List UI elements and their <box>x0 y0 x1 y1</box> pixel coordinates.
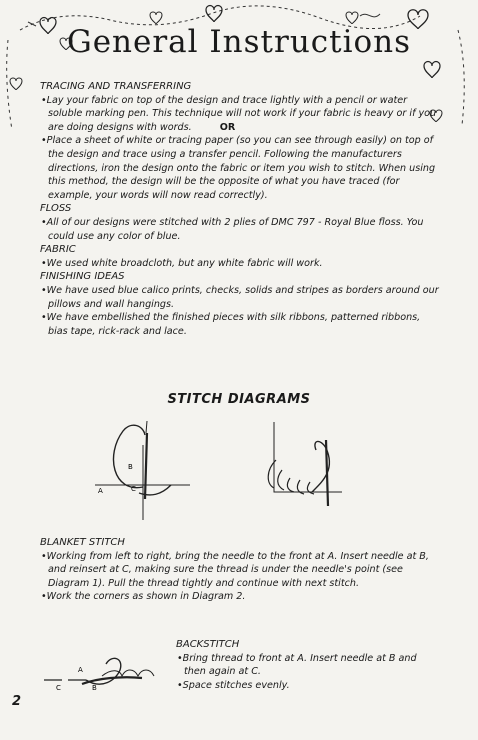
label-a: A <box>78 666 83 674</box>
paragraph: •We used white broadcloth, but any white fabric will work. <box>41 257 323 269</box>
heart-icon <box>150 12 162 24</box>
section-heading: TRACING AND TRANSFERRING <box>40 81 192 92</box>
blanket-stitch-section <box>40 536 440 604</box>
page-number: 2 <box>12 694 22 709</box>
paragraph: •Space stitches evenly. <box>177 679 290 691</box>
paragraph: •All of our designs were stitched with 2 plies of DMC 797 - Royal Blue floss. You could use any color of blue. <box>41 216 424 242</box>
paragraph: •We have used blue calico prints, checks, solids and stripes as borders around our pillows and wall hangings. <box>41 284 439 310</box>
paragraph: •We have embellished the finished pieces with silk ribbons, patterned ribbons, bias tape, rick-rack and lace. <box>41 312 421 337</box>
section-heading: BACKSTITCH <box>176 639 240 650</box>
section-heading: FINISHING IDEAS <box>40 271 125 283</box>
page-title: General Instructions <box>66 24 412 60</box>
paragraph: •Bring thread to front at A. Insert needle at B and then again at C. <box>177 652 417 678</box>
heart-icon <box>10 78 22 90</box>
blanket-stitch-diagram-2 <box>262 420 352 520</box>
section-fabric <box>40 243 440 270</box>
blanket-stitch-diagram-1 <box>95 415 195 525</box>
label-b: B <box>92 684 97 692</box>
section-finishing <box>40 270 440 338</box>
section-tracing <box>40 80 440 202</box>
paragraph: •Lay your fabric on top of the design and trace lightly with a pencil or water soluble marking pen. This technique will not work if your fabric is heavy or if you are doing designs with words. OR <box>41 94 437 133</box>
heart-icon <box>206 6 222 23</box>
paragraph: •Place a sheet of white or tracing paper (so you can see through easily) on top of the design and trace using a transfer pencil. Following the manufacturers directions, iron the design onto the fabric or item you wish to stitch. When using this method, the design will be the opposite of what you have traced (for example, your words will now read correctly). <box>41 135 436 201</box>
section-heading: BLANKET STITCH <box>40 537 125 548</box>
paragraph: •Work the corners as shown in Diagram 2. <box>41 591 246 603</box>
heart-icon <box>424 62 440 79</box>
section-heading: FABRIC <box>40 244 76 256</box>
label-a: A <box>98 487 103 495</box>
instructions-body <box>40 80 440 338</box>
section-heading: FLOSS <box>40 203 72 215</box>
heart-icon <box>346 12 358 24</box>
stitch-diagrams-heading: STITCH DIAGRAMS <box>167 392 311 407</box>
label-b: B <box>128 463 133 471</box>
backstitch-diagram <box>42 650 162 700</box>
backstitch-section <box>176 638 436 692</box>
or-label: OR <box>219 121 236 133</box>
label-c: C <box>131 485 136 493</box>
section-floss <box>40 202 440 243</box>
paragraph: •Working from left to right, bring the needle to the front at A. Insert needle at B, and reinsert at C, making sure the thread is under the needle's point (see Diagram 1). Pull the thread tightly and continue with next stitch. <box>41 550 429 589</box>
label-c: C <box>56 684 61 692</box>
